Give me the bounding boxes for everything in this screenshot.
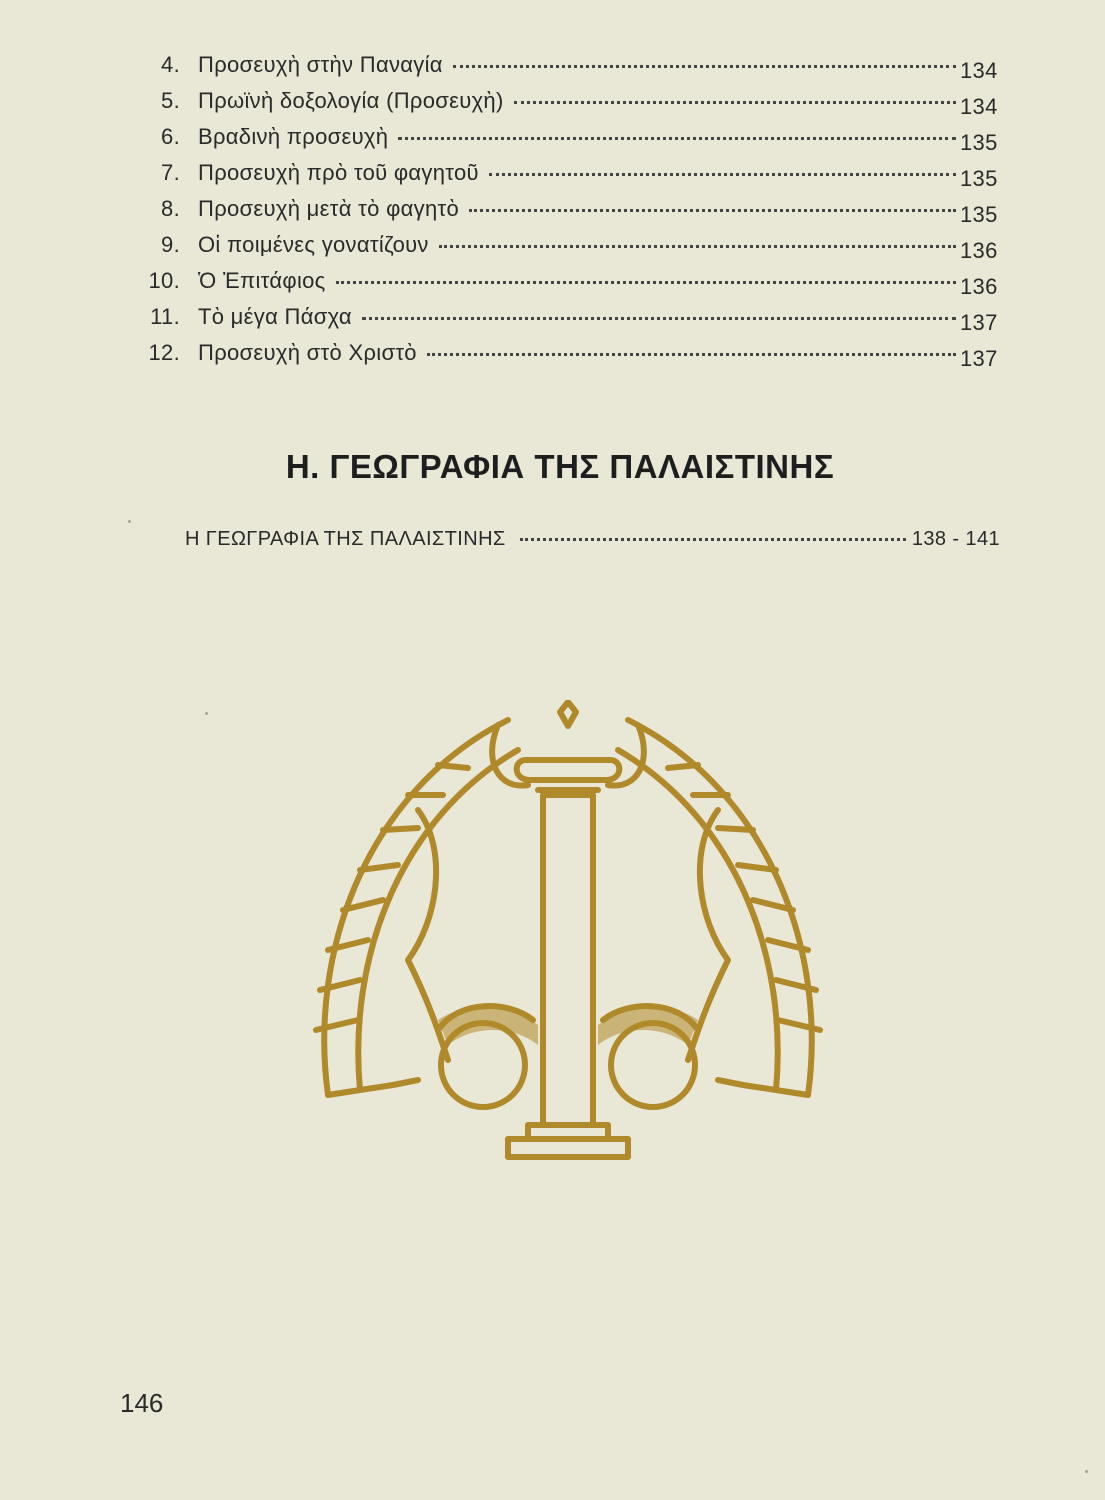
toc-entry — [128, 268, 1008, 304]
column-with-two-birds-icon — [298, 700, 838, 1190]
toc-entry-title: Προσευχὴ πρὸ τοῦ φαγητοῦ — [198, 160, 479, 185]
dot-leader — [336, 280, 956, 284]
toc-entry-title: Τὸ μέγα Πάσχα — [198, 304, 352, 329]
dot-leader — [514, 100, 956, 104]
dot-leader — [398, 136, 956, 140]
page-number: 146 — [120, 1388, 164, 1418]
section-heading: Η. ΓΕΩΓΡΑΦΙΑ ΤΗΣ ΠΑΛΑΙΣΤΙΝΗΣ — [285, 448, 835, 485]
toc-entry-page: 136 — [960, 274, 998, 299]
toc-entry — [128, 304, 1008, 340]
toc-entry-page: 134 — [960, 58, 998, 83]
dot-leader — [469, 208, 956, 212]
toc-entry-title: Βραδινὴ προσευχὴ — [198, 124, 389, 149]
toc-entry-number: 12. — [148, 340, 180, 365]
toc-entry — [128, 196, 1008, 232]
toc-entry — [128, 124, 1008, 160]
section-entry-pages: 138 - 141 — [911, 528, 1000, 550]
toc-entry-page: 135 — [960, 166, 998, 191]
toc-entry-page: 134 — [960, 94, 998, 119]
toc-entry-page: 137 — [960, 346, 998, 371]
print-speck — [128, 520, 131, 523]
toc-entry-title: Προσευχὴ στὴν Παναγία — [198, 52, 443, 77]
dot-leader — [427, 352, 956, 356]
toc-entry-number: 9. — [161, 232, 180, 257]
toc-entry-number: 4. — [161, 52, 180, 77]
toc-entry-page: 136 — [960, 238, 998, 263]
toc-entry-page: 137 — [960, 310, 998, 335]
dot-leader — [453, 64, 956, 68]
table-of-contents — [128, 52, 1008, 376]
toc-entry-page: 135 — [960, 202, 998, 227]
toc-entry-number: 11. — [150, 304, 180, 329]
dot-leader — [439, 244, 956, 248]
toc-entry-page: 135 — [960, 130, 998, 155]
toc-entry — [128, 88, 1008, 124]
toc-entry-title: Πρωϊνὴ δοξολογία (Προσευχὴ) — [198, 88, 504, 113]
toc-entry-number: 8. — [161, 196, 180, 221]
toc-entry-title: Οἱ ποιμένες γονατίζουν — [198, 232, 429, 257]
toc-entry-number: 6. — [161, 124, 180, 149]
toc-entry — [128, 52, 1008, 88]
toc-entry-number: 7. — [161, 160, 180, 185]
dot-leader — [362, 316, 956, 320]
section-entry — [185, 528, 1000, 551]
toc-entry-number: 5. — [161, 88, 180, 113]
toc-entry-title: Ὁ Ἐπιτάφιος — [198, 268, 326, 293]
section-entry-title: Η ΓΕΩΓΡΑΦΙΑ ΤΗΣ ΠΑΛΑΙΣΤΙΝΗΣ — [185, 528, 506, 550]
dot-leader — [489, 172, 956, 176]
print-speck — [1085, 1470, 1088, 1473]
toc-entry-title: Προσευχὴ στὸ Χριστὸ — [198, 340, 417, 365]
toc-entry-number: 10. — [148, 268, 180, 293]
toc-entry-title: Προσευχὴ μετὰ τὸ φαγητὸ — [198, 196, 460, 221]
toc-entry — [128, 340, 1008, 376]
toc-entry — [128, 160, 1008, 196]
toc-entry — [128, 232, 1008, 268]
print-speck — [205, 712, 208, 715]
dot-leader — [520, 537, 906, 541]
